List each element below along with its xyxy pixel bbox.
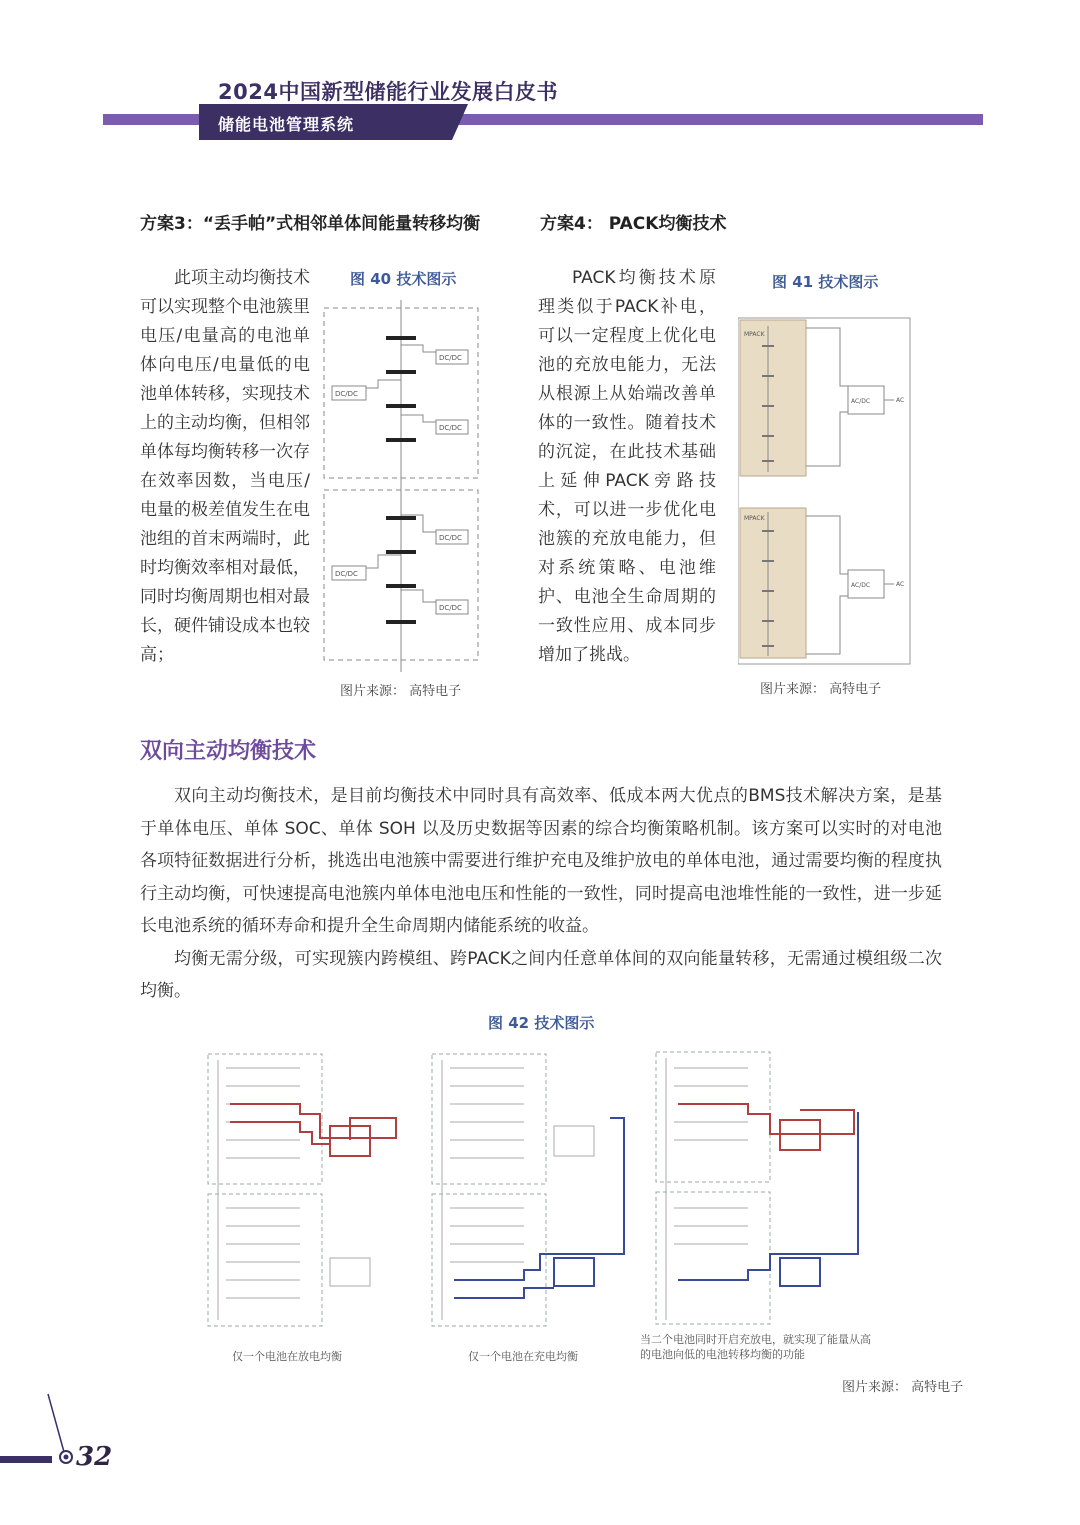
ac-label: AC [896,581,905,588]
figure42-title: 图 42 技术图示 [488,1014,595,1032]
mpack-label: MPACK [744,515,765,522]
page-marker-graphic [0,1390,80,1480]
figure41-diagram [738,316,912,666]
scheme4-heading: 方案4： PACK均衡技术 [540,214,727,234]
scheme4-paragraph: PACK均衡技术原理类似于PACK补电，可以一定程度上优化电池的充放电能力，无法从根源上从始端改善单体的一致性。随着技术的沉淀，在此技术基础上延伸PACK旁路技术，可以进一步优化电池簇的充放电能力，但对系统策略、电池维护、电池全生命周期的一致性应用、成本同步增加了挑战。 [538,268,716,665]
figure42-caption-3: 当二个电池同时开启充放电，就实现了能量从高的电池向低的电池转移均衡的功能 [640,1333,871,1361]
dcdc-label: DC/DC [439,604,462,612]
scheme3-paragraph: 此项主动均衡技术可以实现整个电池簇里电压/电量高的电池单体向电压/电量低的电池单体转移，实现技术上的主动均衡，但相邻单体每均衡转移一次存在效率因数，当电压/电量的极差值发生在电池组的首末两端时，此时均衡效率相对最低，同时均衡周期也相对最长，硬件铺设成本也较高； [140,268,310,665]
figure42-caption-2: 仅一个电池在充电均衡 [468,1350,578,1363]
page-number: 32 [76,1442,113,1472]
scheme3-body [140,264,310,670]
figure41-source: 图片来源： 高特电子 [760,682,882,697]
acdc-label: AC/DC [851,582,871,589]
panel-bidirectional [656,1052,858,1324]
figure42-source: 图片来源： 高特电子 [842,1380,964,1395]
scheme4-body [538,264,716,670]
ac-label: AC [896,397,905,404]
section-tab: 储能电池管理系统 [218,115,355,134]
figure41-title: 图 41 技术图示 [772,273,879,291]
figure40-diagram [318,300,488,672]
mpack-label: MPACK [744,331,765,338]
section-body [140,780,942,1008]
panel-charge [432,1054,624,1326]
dcdc-label: DC/DC [335,570,358,578]
figure42-caption-1: 仅一个电池在放电均衡 [232,1350,342,1363]
figure40-title: 图 40 技术图示 [350,270,457,288]
dcdc-label: DC/DC [439,534,462,542]
section-paragraph-2: 均衡无需分级，可实现簇内跨模组、跨PACK之间内任意单体间的双向能量转移，无需通过模组级二次均衡。 [140,948,942,1001]
dcdc-label: DC/DC [439,354,462,362]
figure40-source: 图片来源： 高特电子 [340,684,462,699]
header-band [0,0,1080,150]
document-title: 2024中国新型储能行业发展白皮书 [218,80,558,104]
dcdc-label: DC/DC [439,424,462,432]
acdc-label: AC/DC [851,398,871,405]
dcdc-label: DC/DC [335,390,358,398]
section-heading: 双向主动均衡技术 [140,739,317,764]
section-paragraph-1: 双向主动均衡技术，是目前均衡技术中同时具有高效率、低成本两大优点的BMS技术解决方案，是基于单体电压、单体 SOC、单体 SOH 以及历史数据等因素的综合均衡策略机制。该方案可以实时的对电池各项特征数据进行分析，挑选出电池簇中需要进行维护充电及维护放电的单体电池，通过需要均衡的程度执行主动均衡，可快速提高电池簇内单体电池电压和性能的一致性，同时提高电池堆性能的一致性，进一步延长电池系统的循环寿命和提升全生命周期内储能系统的收益。 [140,786,942,936]
scheme3-heading: 方案3：“丢手帕”式相邻单体间能量转移均衡 [140,214,481,234]
panel-discharge [208,1054,396,1326]
figure42-diagram [200,1048,880,1338]
